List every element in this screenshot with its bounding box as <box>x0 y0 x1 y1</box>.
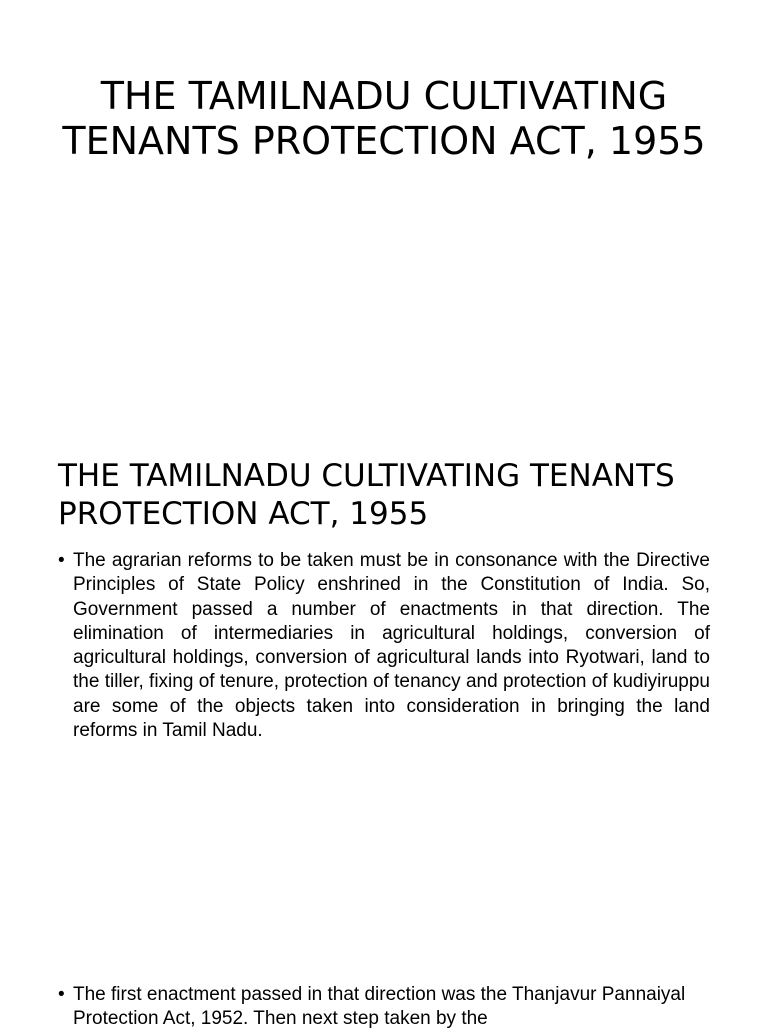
bullet-item <box>58 549 710 743</box>
bullet-text: The first enactment passed in that direction was the Thanjavur Pannaiyal Protection Act, 1952. Then next step taken by the <box>73 984 686 1030</box>
section-heading: THE TAMILNADU CULTIVATING TENANTS PROTECTION ACT, 1955 <box>58 458 675 532</box>
slide-title: THE TAMILNADU CULTIVATING TENANTS PROTECTION ACT, 1955 <box>62 74 706 163</box>
bullet-marker: • <box>58 984 65 1005</box>
bullet-text: The agrarian reforms to be taken must be in consonance with the Directive Principles of State Policy enshrined in the Constitution of India. So, Government passed a number of enactments in that direction. The elimination of intermediaries in agricultural holdings, conversion of agricultural holdings, conversion of agricultural lands into Ryotwari, land to the tiller, fixing of tenure, protection of tenancy and protection of kudiyiruppu are some of the objects taken into consideration in bringing the land reforms in Tamil Nadu. <box>73 550 710 742</box>
bullet-marker: • <box>58 550 65 571</box>
bullet-item <box>58 983 710 1032</box>
